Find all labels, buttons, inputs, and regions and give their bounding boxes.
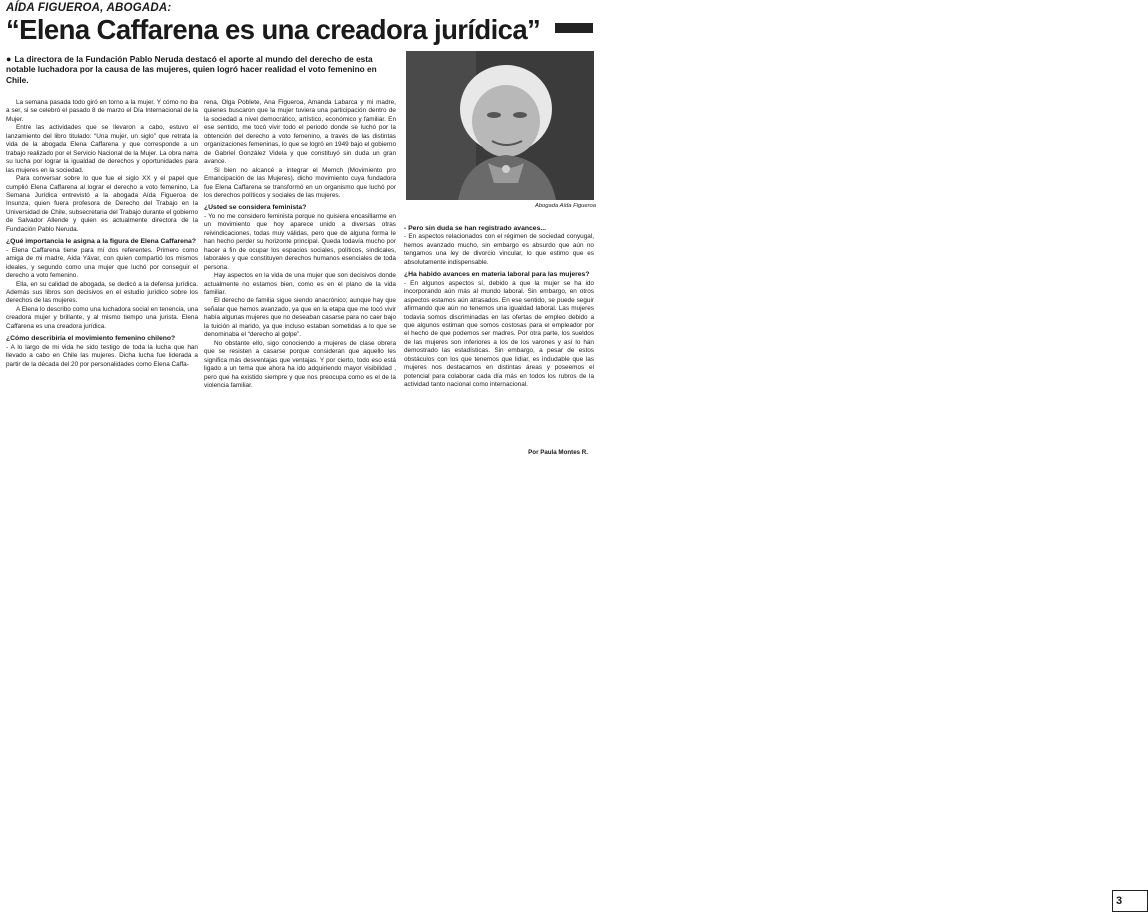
article-column-3 — [404, 221, 594, 390]
article-column-2 — [204, 99, 396, 390]
article-headline: “Elena Caffarena es una creadora jurídica” — [6, 14, 541, 45]
interview-answer: - Yo no me considero feminista porque no quisiera encasillarme en un movimiento que hoy aparece unido a diversas otras reivindicaciones, todas muy válidas, pero que de alguna forma le han hecho perder su horizonte principal. Queda todavía mucho por hacer a fin de ocupar los espacios sociales, políticos, sindicales, laborales y que constituyen derechos humanos esenciales de toda persona. — [204, 212, 396, 271]
paragraph: Para conversar sobre lo que fue el siglo XX y el papel que cumplió Elena Caffarena al lograr el derecho a voto femenino, La Semana Jurídica entrevistó a la abogada Aída Figueroa de Insunza, quien fuera profesora de Derecho del Trabajo en la Universidad de Chile, subsecretaria del Trabajo durante el gobierno de Salvador Allende y quien es actualmente directora de la Fundación Pablo Neruda. — [6, 175, 198, 233]
paragraph: Entre las actividades que se llevaron a cabo, estuvo el lanzamiento del libro titulado: “Una mujer, un siglo” que retrata la vida de la abogada Elena Caffarena y que corresponde a un trabajo realizado por el Servicio Nacional de la Mujer. La obra narra su lucha por lograr la igualdad de derechos y oportunidades para las mujeres en la sociedad. — [6, 124, 198, 174]
page-number: 3 — [1112, 890, 1148, 912]
paragraph: No obstante ello, sigo conociendo a mujeres de clase obrera que se resisten a casarse porque consideran que aquello les significa más desventajas que ventajas. Y por cierto, todo eso está ligado a un tema que ahora ha ido adquiriendo mayor visibilidad , pero que ha existido siempre y que nos preocupa como es el de la violencia familiar. — [204, 339, 396, 389]
lead-text: La directora de la Fundación Pablo Neruda destacó el aporte al mundo del derecho de esta notable luchadora por la causa de las mujeres, quien logró hacer realidad el voto femenino en Chile. — [6, 54, 377, 85]
headline-decoration — [555, 23, 593, 33]
interview-question: ¿Cómo describiría el movimiento femenino chileno? — [6, 335, 176, 343]
interview-answer: - A lo largo de mi vida he sido testigo de toda la lucha que han llevado a cabo en Chile las mujeres. Dicha lucha fue liderada a partir de la década del 20 por personalidades como Elena Caffa- — [6, 343, 198, 368]
interview-question: ¿Usted se considera feminista? — [204, 204, 307, 212]
article-column-1 — [6, 99, 198, 369]
portrait-illustration — [406, 51, 594, 200]
bullet-icon: ● — [6, 54, 12, 64]
article-kicker: AÍDA FIGUEROA, ABOGADA: — [6, 2, 172, 14]
interview-question: - Pero sin duda se han registrado avances... — [404, 225, 547, 232]
paragraph: El derecho de familia sigue siendo anacrónico; aunque hay que señalar que hemos avanzado, ya que en la etapa que me tocó vivir había algunas mujeres que no deseaban casarse para no caer bajo la tuición al marido, ya que incluso estaban sometidas a lo que se denominaba el “derecho al golpe”. — [204, 297, 396, 339]
photo-caption: Abogada Aída Figueroa — [534, 203, 596, 209]
article-lead — [6, 54, 401, 85]
paragraph: La semana pasada todo giró en torno a la mujer. Y cómo no iba a ser, si se celebró el pasado 8 de marzo el Día Internacional de la Mujer. — [6, 99, 198, 123]
interview-answer: - Elena Caffarena tiene para mí dos referentes. Primero como amiga de mi madre, Aída Yávar, con quien compartió los mismos ideales, y segundo como una mujer que luchó por conseguir el derecho a voto femenino. — [6, 246, 198, 280]
interview-question: ¿Qué importancia le asigna a la figura de Elena Caffarena? — [6, 238, 196, 246]
paragraph: Si bien no alcancé a integrar el Memch (Movimiento pro Emancipación de las Mujeres), dicho movimiento cuya fundadora fue Elena Caffarena se transformó en un organismo que luchó por los derechos políticos y sociales de las mujeres. — [204, 166, 396, 199]
paragraph: Hay aspectos en la vida de una mujer que son decisivos donde actualmente no estamos bien, como es en el plano de la vida familiar. — [204, 272, 396, 296]
paragraph: rena, Olga Poblete, Ana Figueroa, Amanda Labarca y mi madre, quienes buscaron que la mujer tuviera una participación dentro de la sociedad a nivel democrático, artístico, económico y familiar. En ese sentido, me tocó vivir todo el periodo donde se luchó por la obtención del derecho a voto femenino, a través de las distintas organizaciones femeninas, lo que se logró en 1949 bajo el gobierno de Gabriel González Videla y que constituyó sin duda un gran avance. — [204, 99, 396, 166]
paragraph: A Elena lo describo como una luchadora social en tenencia, una creadora mujer y brillante, y al mismo tiempo una jurista. Elena Caffarena es una creadora jurídica. — [6, 305, 198, 330]
paragraph: Ella, en su calidad de abogada, se dedicó a la defensa jurídica. Además sus libros son decisivos en el estudio jurídico sobre los derechos de las mujeres. — [6, 280, 198, 305]
interview-answer: - En aspectos relacionados con el régimen de sociedad conyugal, hemos avanzado mucho, sin embargo es absurdo que aún no tengamos una ley de divorcio vincular, lo que estimo que es absolutamente indispensable. — [404, 233, 594, 266]
interview-answer: - En algunos aspectos sí, debido a que la mujer se ha ido incorporando aún más al mundo laboral. Sin embargo, en otros aspectos estamos aún atrasados. En ese sentido, se puede seguir afirmando que aún no tenemos una igualdad laboral. Las mujeres todavía somos discriminadas en las ofertas de empleo debido a que algunos estiman que somos costosas para el empleador por el hecho de que podemos ser madres. Por otra parte, los sueldos de las mujeres son inferiores a los de los varones y así lo han demostrado las estadísticas. Sin embargo, a pesar de estos obstáculos con los que tenemos que lidiar, es indudable que las mujeres nos destacamos en distintas áreas y poseemos el potencial para colaborar cada día más en todos los rubros de la actividad tanto nacional como internacional. — [404, 279, 594, 389]
page-number-box — [555, 444, 1123, 907]
interview-question: ¿Ha habido avances en materia laboral para las mujeres? — [404, 271, 590, 279]
portrait-photo — [406, 51, 594, 200]
author-byline: Por Paula Montes R. — [528, 449, 588, 456]
